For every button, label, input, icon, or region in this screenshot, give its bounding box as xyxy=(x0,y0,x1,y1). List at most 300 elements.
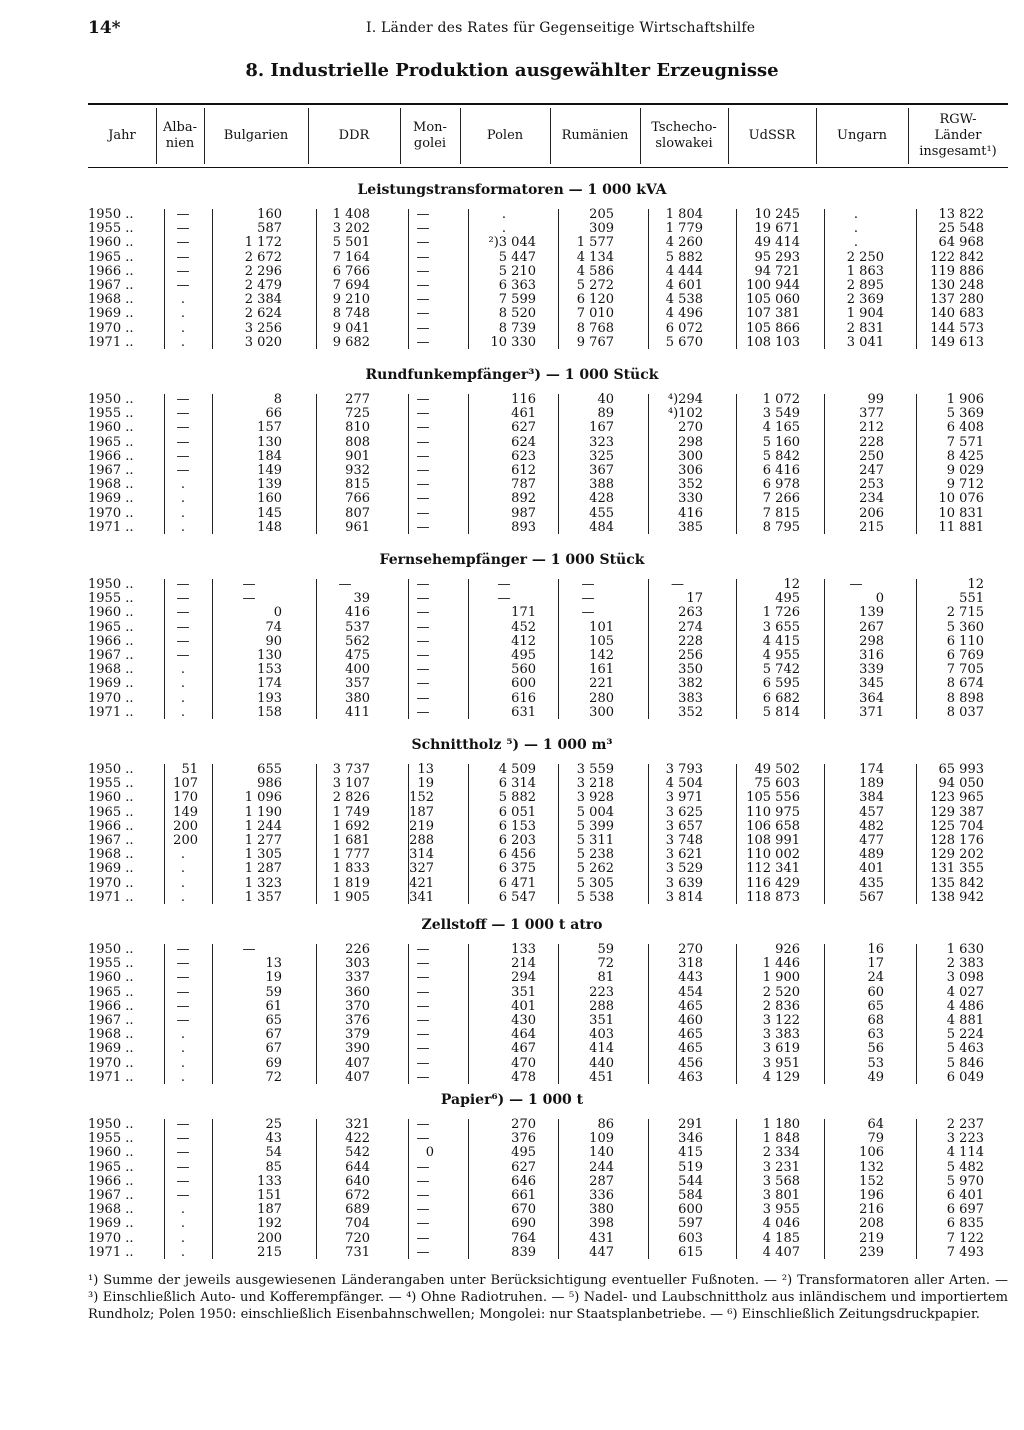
cell-col-ungarn: 364 xyxy=(859,690,884,706)
cell-col-jahr: 1950 .. xyxy=(88,392,134,407)
cell-col-mongolei: — xyxy=(416,249,430,265)
cell-col-ddr: 689 xyxy=(345,1202,370,1218)
cell-col-tschechoslowakei: 465 xyxy=(678,998,703,1014)
cell-col-bulgarien: 130 xyxy=(257,434,282,450)
column-separator xyxy=(212,394,213,534)
cell-col-albanien: — xyxy=(176,577,190,592)
cell-col-ungarn: 567 xyxy=(859,889,884,905)
table-row xyxy=(88,635,1008,649)
cell-col-tschechoslowakei: 274 xyxy=(678,619,703,635)
cell-col-udssr: 3 568 xyxy=(762,1173,800,1189)
cell-col-albanien: — xyxy=(176,448,190,464)
table-row xyxy=(88,1232,1008,1246)
cell-col-ungarn: 152 xyxy=(859,1173,884,1189)
table-row xyxy=(88,777,1008,791)
cell-col-polen: 661 xyxy=(511,1188,536,1203)
cell-col-ungarn: 2 250 xyxy=(846,249,884,265)
cell-col-rgw: 6 408 xyxy=(946,420,984,436)
cell-col-udssr: 3 955 xyxy=(762,1202,800,1218)
table-row xyxy=(88,492,1008,506)
cell-col-albanien: — xyxy=(176,406,190,422)
table-row xyxy=(88,464,1008,478)
cell-col-tschechoslowakei: 4 260 xyxy=(665,235,703,251)
cell-col-tschechoslowakei: 3 621 xyxy=(665,847,703,863)
cell-col-mongolei: — xyxy=(416,1055,430,1071)
cell-col-udssr: 3 549 xyxy=(762,406,800,422)
cell-col-udssr: 4 129 xyxy=(762,1069,800,1085)
cell-col-albanien: . xyxy=(180,477,186,493)
cell-col-albanien: . xyxy=(180,1244,186,1260)
cell-col-rumaenien: 1 577 xyxy=(576,235,614,251)
cell-col-polen: 461 xyxy=(511,406,536,422)
cell-col-rgw: 128 176 xyxy=(930,833,984,848)
cell-col-ungarn: 64 xyxy=(867,1117,884,1132)
cell-col-rumaenien: 244 xyxy=(589,1159,614,1175)
cell-col-rgw: 3 098 xyxy=(946,970,984,986)
cell-col-polen: 478 xyxy=(511,1069,536,1085)
cell-col-rgw: 2 715 xyxy=(946,605,984,621)
column-separator xyxy=(648,209,649,349)
cell-col-ddr: 357 xyxy=(345,676,370,692)
cell-col-rumaenien: 351 xyxy=(589,1013,614,1028)
cell-col-albanien: 107 xyxy=(173,776,198,792)
cell-col-rumaenien: 300 xyxy=(589,704,614,720)
cell-col-bulgarien: 187 xyxy=(257,1202,282,1218)
cell-col-albanien: — xyxy=(176,619,190,635)
cell-col-polen: 6 203 xyxy=(498,833,536,848)
cell-col-polen: 452 xyxy=(511,619,536,635)
cell-col-rgw: 4 027 xyxy=(946,984,984,1000)
cell-col-tschechoslowakei: 460 xyxy=(678,1013,703,1028)
cell-col-jahr: 1960 .. xyxy=(88,235,134,251)
cell-col-ungarn: 132 xyxy=(859,1159,884,1175)
cell-col-polen: 987 xyxy=(511,505,536,521)
cell-col-mongolei: — xyxy=(416,519,430,535)
cell-col-rgw: 4 486 xyxy=(946,998,984,1014)
cell-col-polen: 6 471 xyxy=(498,875,536,891)
column-separator xyxy=(824,579,825,719)
cell-col-rumaenien: 86 xyxy=(597,1117,614,1132)
cell-col-bulgarien: 13 xyxy=(265,956,282,972)
cell-col-ddr: 390 xyxy=(345,1041,370,1057)
table-row xyxy=(88,677,1008,691)
cell-col-mongolei: — xyxy=(416,662,430,678)
table-title: 8. Industrielle Produktion ausgewählter Erzeugnisse xyxy=(245,60,779,81)
cell-col-rumaenien: 5 272 xyxy=(576,278,614,293)
table-row xyxy=(88,1071,1008,1085)
cell-col-mongolei: — xyxy=(416,970,430,986)
cell-col-ddr: 1 408 xyxy=(332,207,370,222)
table-row xyxy=(88,407,1008,421)
table-row xyxy=(88,208,1008,222)
cell-col-ddr: 720 xyxy=(345,1230,370,1246)
cell-col-rumaenien: 105 xyxy=(589,633,614,649)
cell-col-rgw: 5 360 xyxy=(946,619,984,635)
header-col-bulgarien: Bulgarien xyxy=(223,128,289,143)
cell-col-polen: 495 xyxy=(511,648,536,663)
cell-col-jahr: 1968 .. xyxy=(88,1027,134,1043)
table-row xyxy=(88,507,1008,521)
cell-col-jahr: 1967 .. xyxy=(88,648,134,663)
column-separator xyxy=(916,944,917,1084)
cell-col-bulgarien: 66 xyxy=(265,406,282,422)
cell-col-rumaenien: 161 xyxy=(589,662,614,678)
header-rule-bottom xyxy=(88,167,1008,168)
cell-col-rumaenien: 325 xyxy=(589,448,614,464)
cell-col-ddr: 226 xyxy=(345,942,370,957)
cell-col-polen: 612 xyxy=(511,463,536,478)
cell-col-rgw: 25 548 xyxy=(938,221,984,237)
cell-col-rumaenien: 431 xyxy=(589,1230,614,1246)
cell-col-ungarn: 457 xyxy=(859,804,884,820)
cell-col-rumaenien: 40 xyxy=(597,392,614,407)
cell-col-ddr: 379 xyxy=(345,1027,370,1043)
cell-col-jahr: 1955 .. xyxy=(88,776,134,792)
table-row xyxy=(88,1175,1008,1189)
cell-col-bulgarien: 192 xyxy=(257,1216,282,1232)
cell-col-albanien: — xyxy=(176,970,190,986)
cell-col-bulgarien: 148 xyxy=(257,519,282,535)
cell-col-rumaenien: 221 xyxy=(589,676,614,692)
cell-col-mongolei: — xyxy=(416,477,430,493)
cell-col-udssr: 3 951 xyxy=(762,1055,800,1071)
cell-col-tschechoslowakei: 300 xyxy=(678,448,703,464)
cell-col-ddr: 416 xyxy=(345,605,370,621)
cell-col-jahr: 1969 .. xyxy=(88,676,134,692)
cell-col-mongolei: 219 xyxy=(409,818,434,834)
cell-col-rgw: 137 280 xyxy=(930,292,984,308)
cell-col-mongolei: — xyxy=(416,334,430,350)
header-separator xyxy=(156,108,157,164)
cell-col-udssr: 12 xyxy=(783,577,800,592)
cell-col-ungarn: 239 xyxy=(859,1244,884,1260)
cell-col-bulgarien: 1 096 xyxy=(244,790,282,806)
cell-col-polen: 616 xyxy=(511,690,536,706)
cell-col-jahr: 1965 .. xyxy=(88,619,134,635)
cell-col-tschechoslowakei: 584 xyxy=(678,1188,703,1203)
cell-col-mongolei: — xyxy=(416,1013,430,1028)
cell-col-rgw: 5 970 xyxy=(946,1173,984,1189)
cell-col-ungarn: 250 xyxy=(859,448,884,464)
cell-col-mongolei: 187 xyxy=(409,804,434,820)
cell-col-ungarn: 228 xyxy=(859,434,884,450)
cell-col-rgw: 5 482 xyxy=(946,1159,984,1175)
cell-col-bulgarien: 72 xyxy=(265,1069,282,1085)
cell-col-bulgarien: 193 xyxy=(257,690,282,706)
cell-col-rgw: 8 425 xyxy=(946,448,984,464)
table-row xyxy=(88,279,1008,293)
cell-col-ungarn: 371 xyxy=(859,704,884,720)
cell-col-ddr: 1 777 xyxy=(332,847,370,863)
table-row xyxy=(88,1057,1008,1071)
cell-col-mongolei: — xyxy=(416,676,430,692)
cell-col-udssr: 110 002 xyxy=(746,847,800,863)
cell-col-ungarn: 215 xyxy=(859,519,884,535)
cell-col-rumaenien: 280 xyxy=(589,690,614,706)
cell-col-bulgarien: 2 672 xyxy=(244,249,282,265)
cell-col-ungarn: 17 xyxy=(867,956,884,972)
cell-col-jahr: 1965 .. xyxy=(88,984,134,1000)
cell-col-albanien: 51 xyxy=(181,762,198,777)
cell-col-rumaenien: 142 xyxy=(589,648,614,663)
cell-col-rgw: 131 355 xyxy=(930,861,984,877)
cell-col-udssr: 2 334 xyxy=(762,1145,800,1161)
cell-col-udssr: 1 726 xyxy=(762,605,800,621)
cell-col-rgw: 5 463 xyxy=(946,1041,984,1057)
cell-col-rumaenien: 3 218 xyxy=(576,776,614,792)
cell-col-tschechoslowakei: 298 xyxy=(678,434,703,450)
cell-col-ddr: 407 xyxy=(345,1055,370,1071)
cell-col-tschechoslowakei: 463 xyxy=(678,1069,703,1085)
cell-col-albanien: . xyxy=(180,320,186,336)
cell-col-mongolei: 341 xyxy=(409,889,434,905)
cell-col-polen: 294 xyxy=(511,970,536,986)
cell-col-ungarn: 212 xyxy=(859,420,884,436)
cell-col-bulgarien: 149 xyxy=(257,463,282,478)
cell-col-albanien: . xyxy=(180,1027,186,1043)
cell-col-udssr: 6 682 xyxy=(762,690,800,706)
section-title: Schnittholz ⁵) — 1 000 m³ xyxy=(411,737,613,753)
cell-col-albanien: . xyxy=(180,861,186,877)
cell-col-tschechoslowakei: 228 xyxy=(678,633,703,649)
cell-col-ddr: 810 xyxy=(345,420,370,436)
cell-col-albanien: — xyxy=(176,1159,190,1175)
cell-col-mongolei: — xyxy=(416,690,430,706)
cell-col-jahr: 1966 .. xyxy=(88,633,134,649)
cell-col-mongolei: — xyxy=(416,619,430,635)
table-row xyxy=(88,1042,1008,1056)
column-separator xyxy=(212,764,213,904)
cell-col-tschechoslowakei: 3 793 xyxy=(665,762,703,777)
cell-col-polen: 839 xyxy=(511,1244,536,1260)
cell-col-rgw: 94 050 xyxy=(938,776,984,792)
table-row xyxy=(88,1014,1008,1028)
cell-col-ungarn: 174 xyxy=(859,762,884,777)
cell-col-tschechoslowakei: ⁴)294 xyxy=(667,392,703,407)
cell-col-mongolei: — xyxy=(416,1117,430,1132)
cell-col-udssr: 4 407 xyxy=(762,1244,800,1260)
cell-col-polen: — xyxy=(497,577,511,592)
cell-col-mongolei: 152 xyxy=(409,790,434,806)
cell-col-rgw: 64 968 xyxy=(938,235,984,251)
cell-col-tschechoslowakei: 17 xyxy=(686,591,703,607)
cell-col-albanien: . xyxy=(180,1069,186,1085)
cell-col-jahr: 1971 .. xyxy=(88,1244,134,1260)
cell-col-mongolei: 288 xyxy=(409,833,434,848)
cell-col-polen: 6 363 xyxy=(498,278,536,293)
cell-col-mongolei: — xyxy=(416,1244,430,1260)
cell-col-ungarn: 298 xyxy=(859,633,884,649)
cell-col-albanien: . xyxy=(180,662,186,678)
cell-col-jahr: 1971 .. xyxy=(88,704,134,720)
header-separator xyxy=(308,108,309,164)
cell-col-udssr: 1 180 xyxy=(762,1117,800,1132)
cell-col-mongolei: — xyxy=(416,1188,430,1203)
cell-col-mongolei: — xyxy=(416,704,430,720)
cell-col-ddr: 9 682 xyxy=(332,334,370,350)
column-separator xyxy=(316,579,317,719)
cell-col-jahr: 1950 .. xyxy=(88,577,134,592)
cell-col-bulgarien: — xyxy=(242,591,256,607)
cell-col-udssr: 118 873 xyxy=(746,889,800,905)
cell-col-rumaenien: 8 768 xyxy=(576,320,614,336)
table-row xyxy=(88,877,1008,891)
cell-col-ddr: 1 833 xyxy=(332,861,370,877)
cell-col-polen: 600 xyxy=(511,676,536,692)
column-separator xyxy=(916,764,917,904)
cell-col-mongolei: — xyxy=(416,942,430,957)
cell-col-rgw: 7 122 xyxy=(946,1230,984,1246)
cell-col-mongolei: — xyxy=(416,984,430,1000)
cell-col-jahr: 1965 .. xyxy=(88,249,134,265)
cell-col-udssr: 100 944 xyxy=(746,278,800,293)
cell-col-albanien: 149 xyxy=(173,804,198,820)
cell-col-rgw: 8 898 xyxy=(946,690,984,706)
table-row xyxy=(88,971,1008,985)
cell-col-polen: 6 375 xyxy=(498,861,536,877)
cell-col-rgw: 5 369 xyxy=(946,406,984,422)
cell-col-jahr: 1970 .. xyxy=(88,1055,134,1071)
table-row xyxy=(88,1000,1008,1014)
table-row xyxy=(88,578,1008,592)
cell-col-jahr: 1955 .. xyxy=(88,591,134,607)
cell-col-polen: 351 xyxy=(511,984,536,1000)
column-separator xyxy=(316,209,317,349)
cell-col-bulgarien: 2 624 xyxy=(244,306,282,322)
cell-col-ungarn: 79 xyxy=(867,1131,884,1147)
cell-col-rgw: 5 846 xyxy=(946,1055,984,1071)
cell-col-bulgarien: 1 357 xyxy=(244,889,282,905)
column-separator xyxy=(316,1119,317,1259)
cell-col-rumaenien: 5 238 xyxy=(576,847,614,863)
cell-col-bulgarien: 1 172 xyxy=(244,235,282,251)
header-separator xyxy=(728,108,729,164)
cell-col-udssr: 495 xyxy=(775,591,800,607)
cell-col-ddr: 640 xyxy=(345,1173,370,1189)
cell-col-jahr: 1966 .. xyxy=(88,263,134,279)
cell-col-ungarn: 477 xyxy=(859,833,884,848)
table-row xyxy=(88,265,1008,279)
cell-col-rumaenien: 223 xyxy=(589,984,614,1000)
cell-col-ungarn: 65 xyxy=(867,998,884,1014)
cell-col-ddr: 731 xyxy=(345,1244,370,1260)
cell-col-ddr: 961 xyxy=(345,519,370,535)
cell-col-jahr: 1960 .. xyxy=(88,1145,134,1161)
cell-col-polen: 624 xyxy=(511,434,536,450)
cell-col-ddr: 360 xyxy=(345,984,370,1000)
cell-col-mongolei: — xyxy=(416,306,430,322)
cell-col-ungarn: . xyxy=(853,221,859,237)
cell-col-rumaenien: 81 xyxy=(597,970,614,986)
cell-col-rumaenien: 9 767 xyxy=(576,334,614,350)
cell-col-bulgarien: — xyxy=(242,577,256,592)
cell-col-rumaenien: 101 xyxy=(589,619,614,635)
table-row xyxy=(88,649,1008,663)
table-row xyxy=(88,450,1008,464)
cell-col-mongolei: 421 xyxy=(409,875,434,891)
table-row xyxy=(88,1217,1008,1231)
column-separator xyxy=(916,579,917,719)
cell-col-bulgarien: 25 xyxy=(265,1117,282,1132)
cell-col-bulgarien: 133 xyxy=(257,1173,282,1189)
cell-col-polen: 627 xyxy=(511,1159,536,1175)
header-separator xyxy=(400,108,401,164)
column-separator xyxy=(468,394,469,534)
table-row xyxy=(88,986,1008,1000)
column-separator xyxy=(648,394,649,534)
cell-col-udssr: 6 595 xyxy=(762,676,800,692)
table-row xyxy=(88,763,1008,777)
column-separator xyxy=(212,944,213,1084)
column-separator xyxy=(648,579,649,719)
cell-col-polen: 892 xyxy=(511,491,536,507)
cell-col-tschechoslowakei: 6 072 xyxy=(665,320,703,336)
cell-col-mongolei: — xyxy=(416,1159,430,1175)
cell-col-rumaenien: 6 120 xyxy=(576,292,614,308)
cell-col-polen: 5 210 xyxy=(498,263,536,279)
cell-col-ddr: 9 041 xyxy=(332,320,370,336)
cell-col-jahr: 1971 .. xyxy=(88,1069,134,1085)
cell-col-rumaenien: 451 xyxy=(589,1069,614,1085)
cell-col-rgw: 6 769 xyxy=(946,648,984,663)
cell-col-bulgarien: 90 xyxy=(265,633,282,649)
cell-col-rgw: 6 401 xyxy=(946,1188,984,1203)
section-title: Papier⁶) — 1 000 t xyxy=(440,1092,584,1108)
cell-col-bulgarien: 200 xyxy=(257,1230,282,1246)
header-separator xyxy=(816,108,817,164)
cell-col-bulgarien: 145 xyxy=(257,505,282,521)
cell-col-bulgarien: 1 287 xyxy=(244,861,282,877)
cell-col-albanien: — xyxy=(176,956,190,972)
cell-col-polen: 6 547 xyxy=(498,889,536,905)
cell-col-tschechoslowakei: 5 670 xyxy=(665,334,703,350)
cell-col-rumaenien: 309 xyxy=(589,221,614,237)
cell-col-jahr: 1950 .. xyxy=(88,1117,134,1132)
cell-col-ddr: 725 xyxy=(345,406,370,422)
cell-col-tschechoslowakei: 383 xyxy=(678,690,703,706)
header-separator xyxy=(460,108,461,164)
cell-col-ddr: 475 xyxy=(345,648,370,663)
cell-col-mongolei: — xyxy=(416,221,430,237)
cell-col-mongolei: — xyxy=(416,591,430,607)
cell-col-udssr: 112 341 xyxy=(746,861,800,877)
table-row xyxy=(88,521,1008,535)
cell-col-albanien: — xyxy=(176,263,190,279)
cell-col-rgw: 8 037 xyxy=(946,704,984,720)
cell-col-mongolei: — xyxy=(416,1041,430,1057)
cell-col-tschechoslowakei: 544 xyxy=(678,1173,703,1189)
cell-col-polen: 560 xyxy=(511,662,536,678)
cell-col-ungarn: 345 xyxy=(859,676,884,692)
cell-col-polen: 8 520 xyxy=(498,306,536,322)
cell-col-mongolei: 327 xyxy=(409,861,434,877)
table-row xyxy=(88,621,1008,635)
cell-col-ungarn: 339 xyxy=(859,662,884,678)
cell-col-jahr: 1966 .. xyxy=(88,1173,134,1189)
cell-col-rgw: 13 822 xyxy=(938,207,984,222)
cell-col-polen: — xyxy=(497,591,511,607)
cell-col-mongolei: — xyxy=(416,1027,430,1043)
cell-col-tschechoslowakei: 465 xyxy=(678,1041,703,1057)
cell-col-albanien: . xyxy=(180,1055,186,1071)
cell-col-albanien: . xyxy=(180,1216,186,1232)
cell-col-rumaenien: — xyxy=(581,605,595,621)
table-row xyxy=(88,706,1008,720)
cell-col-ddr: — xyxy=(338,577,352,592)
section-title: Zellstoff — 1 000 t atro xyxy=(421,917,603,933)
cell-col-udssr: 4 185 xyxy=(762,1230,800,1246)
cell-col-bulgarien: 215 xyxy=(257,1244,282,1260)
